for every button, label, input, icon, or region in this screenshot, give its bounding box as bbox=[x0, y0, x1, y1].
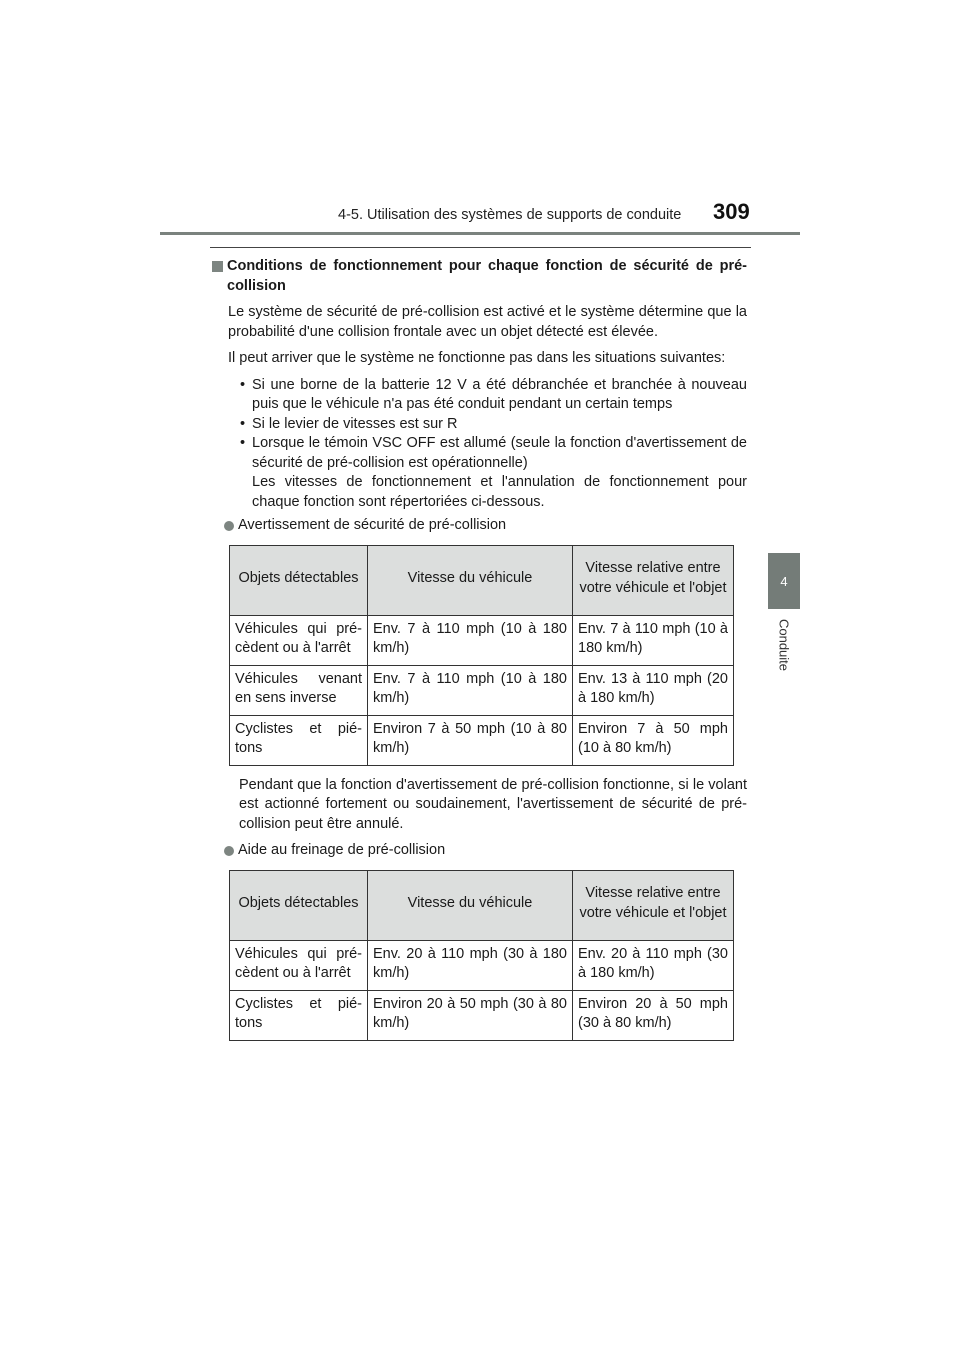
conditions-list bbox=[212, 376, 747, 513]
warning-subheading-text: Avertissement de sécurité de pré-collision bbox=[238, 517, 507, 533]
section-heading-text: Conditions de fonctionnement pour chaque fonction de sécurité de pré-collision bbox=[227, 258, 747, 294]
table-header-row bbox=[230, 545, 734, 615]
table-cell: Environ 20 à 50 mph (30 à 80 km/h) bbox=[368, 990, 573, 1040]
list-item-text: Si le levier de vitesses est sur R bbox=[252, 415, 458, 432]
square-bullet-icon bbox=[212, 261, 223, 272]
table-cell: Env. 7 à 110 mph (10 à 180 km/h) bbox=[573, 615, 734, 665]
list-item-text: Lorsque le témoin VSC OFF est allumé (seule la fonction d'avertissement de sécurité de pré-collision est opérationnelle) bbox=[252, 435, 747, 471]
list-item-text: Si une borne de la batterie 12 V a été débranchée et branchée à nouveau puis que le véhicule n'a pas été conduit pendant un certain temps bbox=[252, 376, 747, 412]
table-cell: Environ 7 à 50 mph (10 à 80 km/h) bbox=[368, 715, 573, 765]
warning-subheading bbox=[224, 516, 747, 536]
conditions-paragraph: Il peut arriver que le système ne fonctionne pas dans les situations suivantes: bbox=[228, 350, 726, 366]
brake-subheading bbox=[224, 841, 747, 861]
intro-paragraph: Le système de sécurité de pré-collision est activé et le système détermine que la probabilité d'une collision frontale avec un objet détecté est élevée. bbox=[228, 304, 747, 340]
chapter-label: Conduite bbox=[776, 618, 792, 672]
table-header-cell: Objets détectables bbox=[230, 545, 368, 615]
bullet-dot-icon: • bbox=[240, 435, 246, 451]
table-row bbox=[230, 715, 734, 765]
bullet-dot-icon: • bbox=[240, 415, 246, 432]
table-row bbox=[230, 990, 734, 1040]
table-header-cell: Objets détectables bbox=[230, 870, 368, 940]
table-cell: Env. 13 à 110 mph (20 à 180 km/h) bbox=[573, 665, 734, 715]
page-content bbox=[212, 257, 747, 1041]
table-cell: Env. 20 à 110 mph (30 à 180 km/h) bbox=[368, 940, 573, 990]
table-header-cell: Vitesse relative entre votre véhicule et l'objet bbox=[573, 870, 734, 940]
table-cell: Environ 20 à 50 mph (30 à 80 km/h) bbox=[573, 990, 734, 1040]
warning-speed-table bbox=[229, 545, 734, 766]
table-row bbox=[230, 615, 734, 665]
table-cell: Véhicules qui pré-cèdent ou à l'arrêt bbox=[230, 615, 368, 665]
list-item bbox=[212, 415, 747, 435]
list-item bbox=[212, 434, 747, 512]
table-cell: Env. 7 à 110 mph (10 à 180 km/h) bbox=[368, 615, 573, 665]
content-divider bbox=[210, 247, 751, 248]
circle-bullet-icon bbox=[224, 521, 234, 531]
table-header-cell: Vitesse relative entre votre véhicule et l'objet bbox=[573, 545, 734, 615]
table-row bbox=[230, 665, 734, 715]
bullet-dot-icon: • bbox=[240, 376, 246, 393]
brake-subheading-text: Aide au freinage de pré-collision bbox=[238, 842, 446, 858]
section-heading bbox=[212, 257, 747, 296]
table-cell: Env. 7 à 110 mph (10 à 180 km/h) bbox=[368, 665, 573, 715]
chapter-number: 4 bbox=[780, 573, 788, 589]
table-cell: Cyclistes et pié-tons bbox=[230, 990, 368, 1040]
table-cell: Cyclistes et pié-tons bbox=[230, 715, 368, 765]
section-header-title: 4-5. Utilisation des systèmes de supports de conduite bbox=[338, 207, 682, 223]
page-number: 309 bbox=[713, 199, 750, 224]
table-cell: Env. 20 à 110 mph (30 à 180 km/h) bbox=[573, 940, 734, 990]
warning-note: Pendant que la fonction d'avertissement de pré-collision fonctionne, si le volant est actionné fortement ou soudainement, l'avertissement de sécurité de pré-collision peut être annulé. bbox=[239, 776, 747, 832]
list-item bbox=[212, 376, 747, 415]
table-header-row bbox=[230, 870, 734, 940]
table-row bbox=[230, 940, 734, 990]
header-divider bbox=[160, 232, 800, 235]
chapter-tab bbox=[768, 553, 800, 609]
table-header-cell: Vitesse du véhicule bbox=[368, 870, 573, 940]
brake-speed-table bbox=[229, 870, 734, 1041]
circle-bullet-icon bbox=[224, 846, 234, 856]
list-item-continuation: Les vitesses de fonctionnement et l'annulation de fonctionnement pour chaque fonction sont répertoriées ci-dessous. bbox=[252, 474, 747, 510]
table-header-cell: Vitesse du véhicule bbox=[368, 545, 573, 615]
table-cell: Véhicules qui pré-cèdent ou à l'arrêt bbox=[230, 940, 368, 990]
table-cell: Environ 7 à 50 mph (10 à 80 km/h) bbox=[573, 715, 734, 765]
table-cell: Véhicules venant en sens inverse bbox=[230, 665, 368, 715]
